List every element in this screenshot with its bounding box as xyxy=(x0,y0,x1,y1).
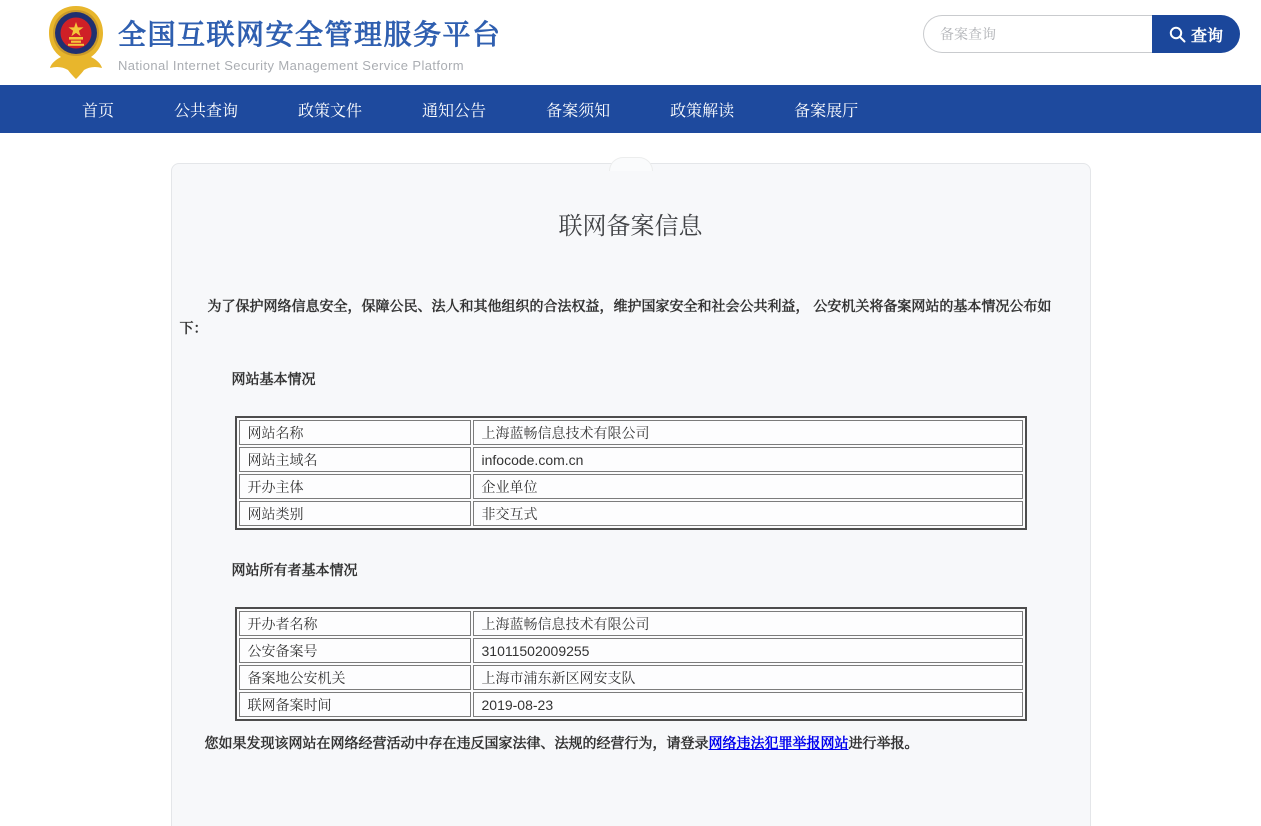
brand-title: 全国互联网安全管理服务平台 xyxy=(118,19,502,50)
table-row xyxy=(239,501,1023,526)
card-top-tab xyxy=(609,157,653,171)
table-row xyxy=(239,665,1023,690)
row-value: 企业单位 xyxy=(473,474,1023,499)
nav-item-filing-hall[interactable]: 备案展厅 xyxy=(794,102,859,120)
notice-prefix: 您如果发现该网站在网络经营活动中存在违反国家法律、法规的经营行为，请登录 xyxy=(204,735,709,751)
row-value: 上海蓝畅信息技术有限公司 xyxy=(473,420,1023,445)
row-value: 上海蓝畅信息技术有限公司 xyxy=(473,611,1023,636)
row-value: 31011502009255 xyxy=(473,638,1023,663)
owner-basic-info-table xyxy=(235,607,1027,721)
table-row xyxy=(239,474,1023,499)
search-input[interactable] xyxy=(923,15,1152,53)
table-row xyxy=(239,420,1023,445)
search-button[interactable] xyxy=(1152,15,1240,53)
table-row xyxy=(239,447,1023,472)
nav-item-home[interactable]: 首页 xyxy=(82,102,115,120)
table-row xyxy=(239,638,1023,663)
report-notice xyxy=(205,733,1090,753)
search-button-label: 查询 xyxy=(1190,27,1223,45)
row-value: 非交互式 xyxy=(473,501,1023,526)
page-title: 联网备案信息 xyxy=(558,213,703,240)
row-value: 2019-08-23 xyxy=(473,692,1023,717)
row-value: 上海市浦东新区网安支队 xyxy=(473,665,1023,690)
header xyxy=(0,0,1261,85)
table-row xyxy=(239,692,1023,717)
row-label: 开办者名称 xyxy=(239,611,471,636)
nav-item-filing-guide[interactable]: 备案须知 xyxy=(546,102,611,120)
table-row xyxy=(239,611,1023,636)
row-label: 网站类别 xyxy=(239,501,471,526)
police-badge-logo-icon xyxy=(45,4,107,80)
filing-info-card xyxy=(171,163,1091,826)
site-basic-info-table xyxy=(235,416,1027,530)
row-value: infocode.com.cn xyxy=(473,447,1023,472)
nav-item-policy-documents[interactable]: 政策文件 xyxy=(298,102,363,120)
row-label: 开办主体 xyxy=(239,474,471,499)
nav-item-policy-interpretation[interactable]: 政策解读 xyxy=(670,102,735,120)
nav-item-public-query[interactable]: 公共查询 xyxy=(174,102,239,120)
notice-suffix: 进行举报。 xyxy=(848,735,919,751)
brand-subtitle: National Internet Security Management Service Platform xyxy=(118,58,465,73)
brand xyxy=(118,13,502,73)
row-label: 网站主域名 xyxy=(239,447,471,472)
row-label: 公安备案号 xyxy=(239,638,471,663)
record-search xyxy=(923,15,1240,53)
section-heading-owner-basic: 网站所有者基本情况 xyxy=(231,562,358,578)
row-label: 网站名称 xyxy=(239,420,471,445)
search-icon xyxy=(1169,26,1186,43)
intro-paragraph: 为了保护网络信息安全，保障公民、法人和其他组织的合法权益，维护国家安全和社会公共利益， 公安机关将备案网站的基本情况公布如下： xyxy=(179,298,1052,336)
main-nav xyxy=(0,85,1261,133)
report-website-link[interactable]: 网络违法犯罪举报网站 xyxy=(708,735,849,751)
nav-item-notices[interactable]: 通知公告 xyxy=(422,102,487,120)
main-content xyxy=(0,163,1261,826)
row-label: 联网备案时间 xyxy=(239,692,471,717)
section-heading-site-basic: 网站基本情况 xyxy=(231,371,316,387)
row-label: 备案地公安机关 xyxy=(239,665,471,690)
